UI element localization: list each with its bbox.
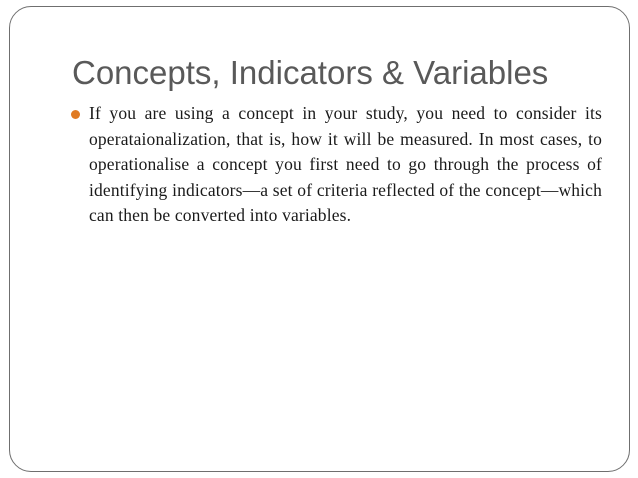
bullet-item — [70, 101, 602, 229]
bullet-list — [70, 101, 602, 229]
bullet-text: If you are using a concept in your study, you need to consider its operataionalization, that is, how it will be measured. In most cases, to operationalise a concept you first need to go through the process of identifying indicators—a set of criteria reflected of the concept—which can then be converted into variables. — [89, 103, 602, 225]
bullet-dot-icon — [71, 110, 80, 119]
slide-title: Concepts, Indicators & Variables — [72, 54, 549, 91]
